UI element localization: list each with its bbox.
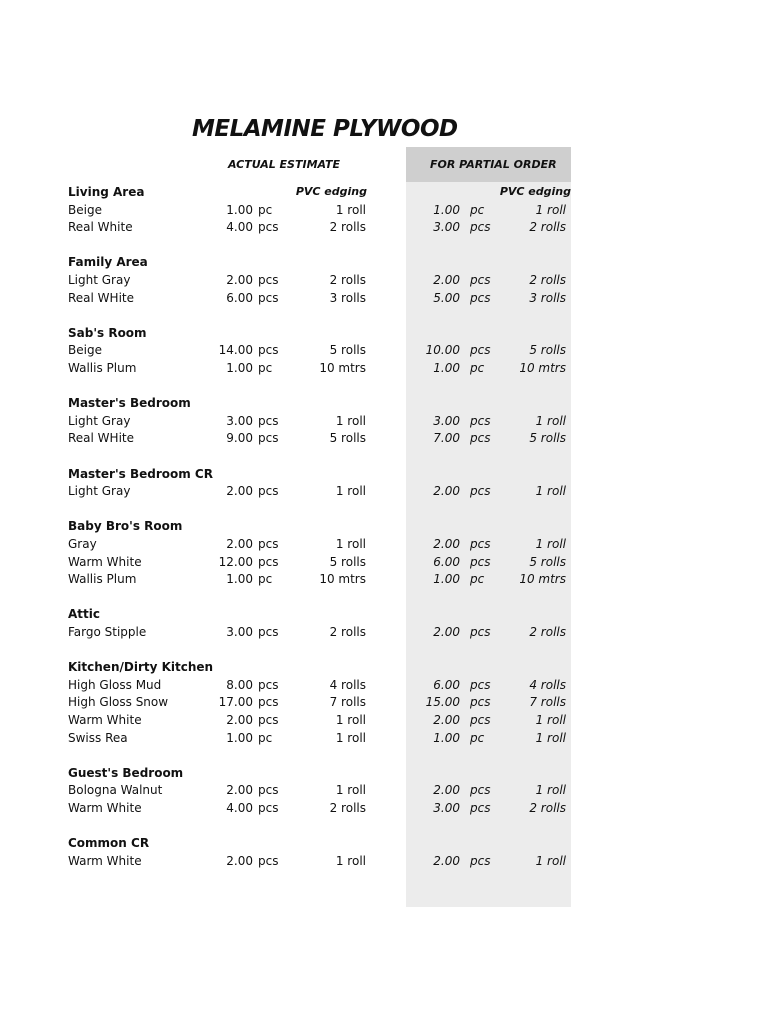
item-name: Real WHite xyxy=(68,290,134,305)
actual-unit: pc xyxy=(258,730,273,745)
item-name: High Gloss Snow xyxy=(68,695,169,710)
actual-unit: pcs xyxy=(258,625,279,639)
item-name: Wallis Plum xyxy=(68,572,137,587)
item-name: Bologna Walnut xyxy=(68,783,163,798)
actual-unit: pcs xyxy=(258,695,279,710)
partial-qty: 5.00 xyxy=(433,290,460,305)
actual-edging: 1 roll xyxy=(335,713,366,727)
actual-edging: 1 roll xyxy=(335,730,366,745)
actual-unit: pcs xyxy=(258,413,279,428)
actual-edging: 3 rolls xyxy=(329,290,366,305)
partial-qty: 1.00 xyxy=(433,730,460,745)
partial-qty: 3.00 xyxy=(433,801,460,815)
partial-edging: 1 roll xyxy=(535,413,566,428)
actual-qty: 2.00 xyxy=(226,273,253,287)
partial-edging: 2 rolls xyxy=(529,273,566,287)
actual-unit: pcs xyxy=(258,853,279,868)
actual-edging: 2 rolls xyxy=(329,220,366,235)
actual-qty: 1.00 xyxy=(226,572,253,587)
partial-qty: 7.00 xyxy=(433,431,460,446)
partial-qty: 10.00 xyxy=(425,343,460,358)
item-name: Warm White xyxy=(68,713,142,727)
section-heading: Kitchen/Dirty Kitchen xyxy=(68,660,214,675)
partial-unit: pcs xyxy=(470,695,491,710)
partial-edging: 10 mtrs xyxy=(519,572,566,587)
partial-unit: pcs xyxy=(470,713,491,727)
partial-qty: 1.00 xyxy=(433,361,460,375)
partial-unit: pcs xyxy=(470,677,491,692)
actual-qty: 6.00 xyxy=(226,290,253,305)
item-name: Warm White xyxy=(68,801,142,815)
partial-qty: 3.00 xyxy=(433,413,460,428)
actual-edging: 5 rolls xyxy=(329,343,366,358)
actual-qty: 2.00 xyxy=(226,537,253,551)
partial-unit: pcs xyxy=(470,783,491,798)
actual-qty: 9.00 xyxy=(226,431,253,446)
partial-unit: pcs xyxy=(470,625,491,639)
partial-edging: 1 roll xyxy=(535,713,566,727)
partial-qty: 3.00 xyxy=(433,220,460,235)
section-heading: Sab's Room xyxy=(68,325,147,340)
partial-edging: 1 roll xyxy=(535,853,566,868)
partial-unit: pcs xyxy=(470,290,491,305)
item-name: Swiss Rea xyxy=(68,730,128,745)
actual-edging: 1 roll xyxy=(335,783,366,798)
item-name: Warm White xyxy=(68,554,142,569)
item-name: Real WHite xyxy=(68,431,134,446)
actual-unit: pc xyxy=(258,202,273,217)
partial-edging: 5 rolls xyxy=(529,554,566,569)
actual-edging: 1 roll xyxy=(335,484,366,499)
section-heading: Guest's Bedroom xyxy=(68,765,184,780)
actual-unit: pcs xyxy=(258,801,279,815)
actual-unit: pcs xyxy=(258,677,279,692)
actual-edging: 4 rolls xyxy=(329,677,366,692)
actual-edging: 5 rolls xyxy=(329,431,366,446)
actual-unit: pcs xyxy=(258,537,279,551)
partial-edging: 3 rolls xyxy=(529,290,566,305)
actual-qty: 1.00 xyxy=(226,361,253,375)
actual-unit: pc xyxy=(258,572,273,587)
partial-unit: pcs xyxy=(470,554,491,569)
partial-unit: pcs xyxy=(470,853,491,868)
actual-qty: 1.00 xyxy=(226,202,253,217)
partial-edging: 1 roll xyxy=(535,202,566,217)
actual-qty: 2.00 xyxy=(226,713,253,727)
partial-unit: pc xyxy=(470,202,485,217)
actual-unit: pcs xyxy=(258,554,279,569)
item-name: Beige xyxy=(68,343,102,358)
actual-qty: 3.00 xyxy=(226,413,253,428)
actual-edging: 1 roll xyxy=(335,202,366,217)
partial-edging: 1 roll xyxy=(535,484,566,499)
partial-edging: 1 roll xyxy=(535,537,566,551)
partial-unit: pcs xyxy=(470,431,491,446)
partial-unit: pcs xyxy=(470,801,491,815)
partial-edging: 2 rolls xyxy=(529,801,566,815)
actual-qty: 4.00 xyxy=(226,220,253,235)
actual-qty: 2.00 xyxy=(226,783,253,798)
actual-edging: 10 mtrs xyxy=(319,361,366,375)
partial-edging: 2 rolls xyxy=(529,220,566,235)
partial-edging: 1 roll xyxy=(535,730,566,745)
partial-qty: 2.00 xyxy=(433,537,460,551)
partial-unit: pcs xyxy=(470,220,491,235)
pvc-edging-header-partial: PVC edging xyxy=(499,185,571,198)
actual-edging: 7 rolls xyxy=(329,695,366,710)
partial-qty: 2.00 xyxy=(433,484,460,499)
partial-unit: pcs xyxy=(470,413,491,428)
item-name: Real White xyxy=(68,220,133,235)
actual-unit: pcs xyxy=(258,290,279,305)
pvc-edging-header-actual: PVC edging xyxy=(295,185,367,198)
item-name: Light Gray xyxy=(68,484,131,499)
section-heading: Baby Bro's Room xyxy=(68,519,183,534)
actual-edging: 10 mtrs xyxy=(319,572,366,587)
partial-edging: 2 rolls xyxy=(529,625,566,639)
actual-unit: pcs xyxy=(258,343,279,358)
partial-unit: pcs xyxy=(470,484,491,499)
item-name: Warm White xyxy=(68,853,142,868)
actual-estimate-header: ACTUAL ESTIMATE xyxy=(228,158,340,171)
partial-qty: 1.00 xyxy=(433,202,460,217)
actual-edging: 2 rolls xyxy=(329,273,366,287)
actual-qty: 17.00 xyxy=(218,695,253,710)
partial-qty: 2.00 xyxy=(433,713,460,727)
actual-unit: pc xyxy=(258,361,273,375)
partial-qty: 15.00 xyxy=(425,695,460,710)
actual-qty: 4.00 xyxy=(226,801,253,815)
partial-unit: pcs xyxy=(470,273,491,287)
actual-edging: 2 rolls xyxy=(329,625,366,639)
actual-edging: 1 roll xyxy=(335,413,366,428)
actual-qty: 3.00 xyxy=(226,625,253,639)
item-name: Light Gray xyxy=(68,413,131,428)
partial-qty: 6.00 xyxy=(433,677,460,692)
section-heading: Living Area xyxy=(68,185,145,199)
actual-edging: 1 roll xyxy=(335,537,366,551)
actual-unit: pcs xyxy=(258,713,279,727)
item-name: Gray xyxy=(68,537,97,551)
partial-qty: 2.00 xyxy=(433,273,460,287)
actual-unit: pcs xyxy=(258,783,279,798)
actual-qty: 8.00 xyxy=(226,677,253,692)
partial-unit: pcs xyxy=(470,343,491,358)
partial-unit: pc xyxy=(470,361,485,375)
partial-qty: 2.00 xyxy=(433,783,460,798)
partial-edging: 1 roll xyxy=(535,783,566,798)
partial-unit: pc xyxy=(470,572,485,587)
actual-qty: 14.00 xyxy=(218,343,253,358)
partial-edging: 5 rolls xyxy=(529,343,566,358)
actual-qty: 2.00 xyxy=(226,484,253,499)
actual-qty: 2.00 xyxy=(226,853,253,868)
partial-qty: 6.00 xyxy=(433,554,460,569)
actual-unit: pcs xyxy=(258,484,279,499)
item-name: Beige xyxy=(68,202,102,217)
section-heading: Common CR xyxy=(68,836,150,851)
actual-unit: pcs xyxy=(258,220,279,235)
actual-unit: pcs xyxy=(258,431,279,446)
page-title: MELAMINE PLYWOOD xyxy=(192,116,458,142)
item-name: High Gloss Mud xyxy=(68,677,162,692)
item-name: Wallis Plum xyxy=(68,361,137,375)
partial-edging: 4 rolls xyxy=(529,677,566,692)
actual-edging: 5 rolls xyxy=(329,554,366,569)
partial-unit: pcs xyxy=(470,537,491,551)
partial-unit: pc xyxy=(470,730,485,745)
actual-qty: 1.00 xyxy=(226,730,253,745)
section-heading: Family Area xyxy=(68,255,148,270)
actual-edging: 1 roll xyxy=(335,853,366,868)
partial-qty: 1.00 xyxy=(433,572,460,587)
partial-edging: 5 rolls xyxy=(529,431,566,446)
section-heading: Master's Bedroom CR xyxy=(68,466,213,481)
actual-edging: 2 rolls xyxy=(329,801,366,815)
item-name: Light Gray xyxy=(68,273,131,287)
partial-edging: 7 rolls xyxy=(529,695,566,710)
partial-order-header: FOR PARTIAL ORDER xyxy=(430,158,557,171)
partial-qty: 2.00 xyxy=(433,853,460,868)
section-heading: Attic xyxy=(68,607,100,622)
partial-qty: 2.00 xyxy=(433,625,460,639)
item-name: Fargo Stipple xyxy=(68,625,147,639)
section-heading: Master's Bedroom xyxy=(68,396,191,411)
actual-qty: 12.00 xyxy=(218,554,253,569)
actual-unit: pcs xyxy=(258,273,279,287)
partial-edging: 10 mtrs xyxy=(519,361,566,375)
